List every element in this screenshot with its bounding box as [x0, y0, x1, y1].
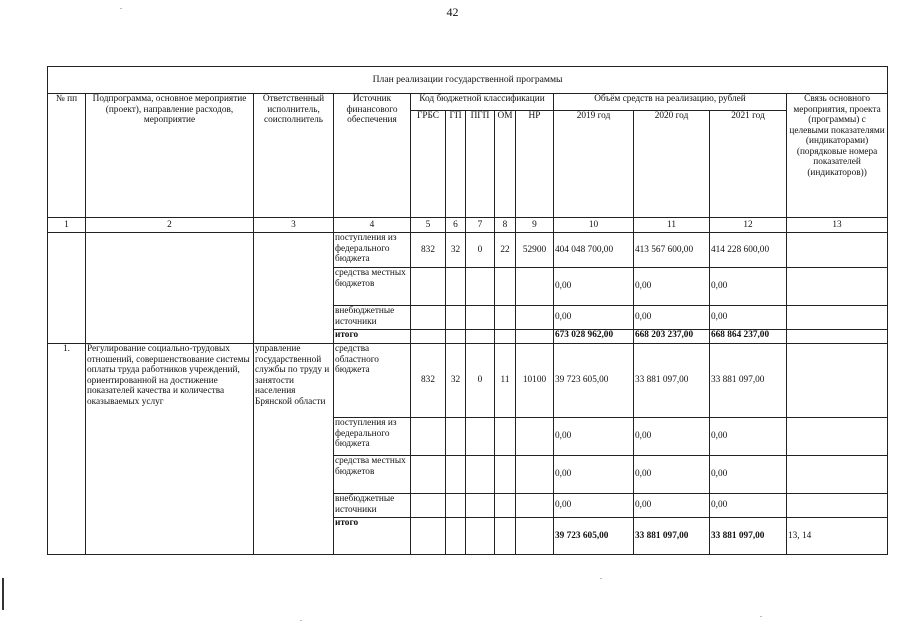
header-pgp: ПГП: [466, 111, 495, 218]
implementation-plan-table: [47, 66, 888, 555]
link-cell: [787, 330, 888, 344]
amount-2020: 413 567 600,00: [634, 233, 710, 268]
header-link: Связь основного мероприятия, проекта (программы) с целевыми показателями (индикаторами) (порядковые номера показателей (индикаторов)): [787, 94, 888, 218]
table-row: [48, 344, 888, 418]
source-cell: средства областного бюджета: [334, 344, 411, 418]
link-cell: [787, 233, 888, 268]
amount-2019: 0,00: [554, 268, 634, 306]
header-2021: 2021 год: [710, 111, 787, 218]
source-cell: средства местных бюджетов: [334, 268, 411, 306]
source-cell: поступления из федерального бюджета: [334, 418, 411, 456]
column-index: 5: [411, 218, 446, 233]
column-index: 9: [516, 218, 554, 233]
executor-cell: управление государственной службы по труду и занятости населения Брянской области: [254, 344, 334, 555]
header-executor: Ответственный исполнитель, соисполнитель: [254, 94, 334, 218]
total-2019: 673 028 962,00: [554, 330, 634, 344]
grbs-cell: 832: [411, 344, 446, 418]
total-2021: 668 864 237,00: [710, 330, 787, 344]
scan-speck: [300, 620, 302, 621]
subprogram-cell: Регулирование социально-трудовых отношений, совершенствование системы оплаты труда работников учреждений, ориентированной на достижение показателей качества и количества оказываемых услуг: [86, 344, 254, 555]
gp-cell: 32: [446, 344, 466, 418]
amount-2020: 0,00: [634, 494, 710, 518]
header-2020: 2020 год: [634, 111, 710, 218]
amount-2019: 0,00: [554, 456, 634, 494]
column-index: 1: [48, 218, 86, 233]
amount-2021: 0,00: [710, 494, 787, 518]
page-number: 42: [446, 5, 459, 19]
header-2019: 2019 год: [554, 111, 634, 218]
amount-2021: 0,00: [710, 306, 787, 330]
source-cell: поступления из федерального бюджета: [334, 233, 411, 268]
source-cell: средства местных бюджетов: [334, 456, 411, 494]
source-cell-total: итого: [334, 330, 411, 344]
header-grbs: ГРБС: [411, 111, 446, 218]
row-number: 1.: [48, 344, 86, 555]
column-index: 4: [334, 218, 411, 233]
link-cell: [787, 494, 888, 518]
column-index: 8: [495, 218, 516, 233]
column-index-row: [48, 218, 888, 233]
amount-2021: 0,00: [710, 456, 787, 494]
om-cell: 11: [495, 344, 516, 418]
amount-2021: 414 228 600,00: [710, 233, 787, 268]
amount-2021: 33 881 097,00: [710, 344, 787, 418]
column-index: 13: [787, 218, 888, 233]
link-cell: [787, 306, 888, 330]
amount-2020: 0,00: [634, 456, 710, 494]
scan-speck: [600, 578, 602, 579]
header-om: ОМ: [495, 111, 516, 218]
np-cell: 52900: [516, 233, 554, 268]
empty-cell: [48, 233, 86, 344]
source-cell-total: итого: [334, 518, 411, 555]
amount-2021: 0,00: [710, 268, 787, 306]
header-volume: Объём средств на реализацию, рублей: [554, 94, 787, 111]
source-cell: внебюджетные источники: [334, 306, 411, 330]
amount-2020: 0,00: [634, 306, 710, 330]
total-2019: 39 723 605,00: [554, 518, 634, 555]
empty-cell: [86, 233, 254, 344]
empty-cell: [254, 233, 334, 344]
amount-2019: 0,00: [554, 306, 634, 330]
total-2021: 33 881 097,00: [710, 518, 787, 555]
amount-2021: 0,00: [710, 418, 787, 456]
header-num: № пп: [48, 94, 86, 218]
source-cell: внебюджетные источники: [334, 494, 411, 518]
table-row: [48, 233, 888, 268]
table-title: План реализации государственной программы: [48, 67, 888, 94]
gp-cell: 32: [446, 233, 466, 268]
amount-2020: 33 881 097,00: [634, 344, 710, 418]
header-gp: ГП: [446, 111, 466, 218]
link-cell: [787, 268, 888, 306]
header-np: НР: [516, 111, 554, 218]
amount-2019: 39 723 605,00: [554, 344, 634, 418]
column-index: 7: [466, 218, 495, 233]
header-budget-code: Код бюджетной классификации: [411, 94, 554, 111]
pgp-cell: 0: [466, 344, 495, 418]
column-index: 6: [446, 218, 466, 233]
column-index: 11: [634, 218, 710, 233]
column-index: 2: [86, 218, 254, 233]
header-subprogram: Подпрограмма, основное мероприятие (проект), направление расходов, мероприятие: [86, 94, 254, 218]
amount-2019: 0,00: [554, 494, 634, 518]
link-cell: [787, 344, 888, 418]
np-cell: 10100: [516, 344, 554, 418]
scan-speck: [760, 616, 762, 617]
link-cell: [787, 456, 888, 494]
amount-2019: 404 048 700,00: [554, 233, 634, 268]
link-cell: 13, 14: [787, 518, 888, 555]
amount-2019: 0,00: [554, 418, 634, 456]
total-2020: 33 881 097,00: [634, 518, 710, 555]
column-index: 10: [554, 218, 634, 233]
amount-2020: 0,00: [634, 268, 710, 306]
amount-2020: 0,00: [634, 418, 710, 456]
om-cell: 22: [495, 233, 516, 268]
pgp-cell: 0: [466, 233, 495, 268]
total-2020: 668 203 237,00: [634, 330, 710, 344]
scan-edge-mark: [2, 578, 4, 610]
scan-speck: [120, 8, 122, 9]
link-cell: [787, 418, 888, 456]
grbs-cell: 832: [411, 233, 446, 268]
header-source: Источник финансового обеспечения: [334, 94, 411, 218]
column-index: 3: [254, 218, 334, 233]
column-index: 12: [710, 218, 787, 233]
